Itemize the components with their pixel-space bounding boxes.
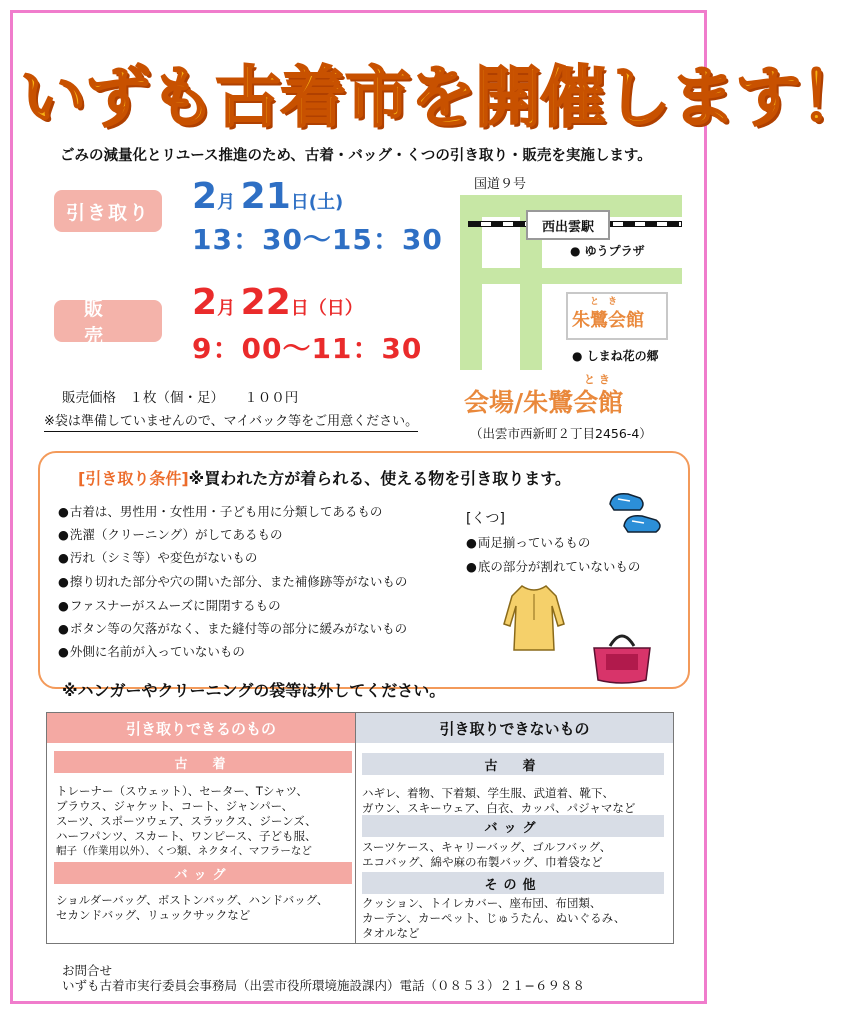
condition-item: ● 擦り切れた部分や穴の開いた部分、また補修跡等がないもの	[58, 572, 407, 590]
page-title: いずも古着市を開催します！	[20, 59, 865, 136]
shoes-illustration	[606, 486, 668, 538]
venue-address: （出雲市西新町２丁目2456-4）	[470, 426, 652, 441]
ok-header: 引き取りできるのもの	[47, 713, 355, 743]
map-road	[460, 268, 682, 284]
sale-time: 9：00〜11：30	[192, 332, 423, 365]
sale-label: 販売	[54, 300, 162, 342]
ng-clothes-label: 古 着	[362, 753, 664, 775]
map-hall: 朱鷺会館	[572, 310, 644, 331]
map-plaza: ● ゆうプラザ	[570, 244, 645, 258]
ok-bag-label: バッグ	[54, 862, 352, 884]
pickup-time: 13：30〜15：30	[192, 223, 443, 256]
ng-bag-label: バッグ	[362, 815, 664, 837]
bag-illustration	[588, 624, 658, 688]
intro-text: ごみの減量化とリユース推進のため、古着・バッグ・くつの引き取り・販売を実施します。	[60, 148, 652, 164]
sale-date: 2月 22日（日）	[192, 282, 363, 323]
ng-header: 引き取りできないもの	[356, 713, 673, 743]
condition-item: ● ファスナーがスムーズに開閉するもの	[58, 596, 281, 614]
ng-other-list: クッション、トイレカバー、座布団、布団類、 カーテン、カーペット、じゅうたん、ぬいぐるみ、 タオルなど	[362, 896, 626, 940]
venue-title: 会場/朱鷺会館	[464, 388, 624, 417]
ng-other-label: その他	[362, 872, 664, 894]
ok-clothes-list: トレーナー（スウェット）、セーター、Tシャツ、 ブラウス、ジャケット、コート、ジャンパー、 スーツ、スポーツウェア、スラックス、ジーンズ、 ハーフパンツ、スカート、ワンピース、子ども服、 帽子（作業用以外）、くつ類、ネクタイ、マフラーなど	[56, 784, 317, 857]
ok-clothes-label: 古 着	[54, 751, 352, 773]
hanger-remark: ※ハンガーやクリーニングの袋等は外してください。	[62, 681, 446, 700]
station-box: 西出雲駅	[526, 210, 610, 240]
shoes-title: [くつ]	[466, 511, 505, 527]
price-text: 販売価格 １枚（個・足） １００円	[62, 390, 299, 406]
ng-bag-list: スーツケース、キャリーバッグ、ゴルフバッグ、 エコバッグ、綿や麻の布製バッグ、巾着袋など	[362, 840, 612, 869]
shoes-item: ● 底の部分が割れていないもの	[466, 557, 640, 575]
dress-illustration	[494, 580, 574, 656]
ok-bag-list: ショルダーバッグ、ボストンバッグ、ハンドバッグ、 セカンドバッグ、リュックサックなど	[56, 893, 329, 922]
condition-item: ● ボタン等の欠落がなく、また縫付等の部分に緩みがないもの	[58, 619, 407, 637]
map-road-label: 国道９号	[474, 177, 527, 192]
pickup-date: 2月 21日(土)	[192, 176, 344, 217]
condition-item: ● 古着は、男性用・女性用・子ども用に分類してあるもの	[58, 502, 382, 520]
bag-note: ※袋は準備していませんので、マイバック等をご用意ください。	[44, 410, 418, 432]
table-divider	[355, 712, 356, 944]
contact-label: お問合せ	[62, 963, 113, 978]
pickup-label: 引き取り	[54, 190, 162, 232]
map-flower: ● しまね花の郷	[572, 349, 659, 363]
condition-item: ● 外側に名前が入っていないもの	[58, 642, 245, 660]
condition-item: ● 汚れ（シミ等）や変色がないもの	[58, 548, 257, 566]
conditions-title: [引き取り条件]※買われた方が着られる、使える物を引き取ります。	[78, 469, 571, 488]
ng-clothes-list: ハギレ、着物、下着類、学生服、武道着、靴下、 ガウン、スキーウェア、白衣、カッパ、パジャマなど	[362, 786, 636, 815]
map-hall-ruby: と き	[590, 297, 618, 307]
condition-item: ● 洗濯（クリーニング）がしてあるもの	[58, 525, 283, 543]
shoes-item: ● 両足揃っているもの	[466, 533, 590, 551]
venue-ruby: と き	[584, 373, 610, 386]
contact-text: いずも古着市実行委員会事務局（出雲市役所環境施設課内）電話（０８５３）２１−６９８８	[62, 978, 585, 993]
